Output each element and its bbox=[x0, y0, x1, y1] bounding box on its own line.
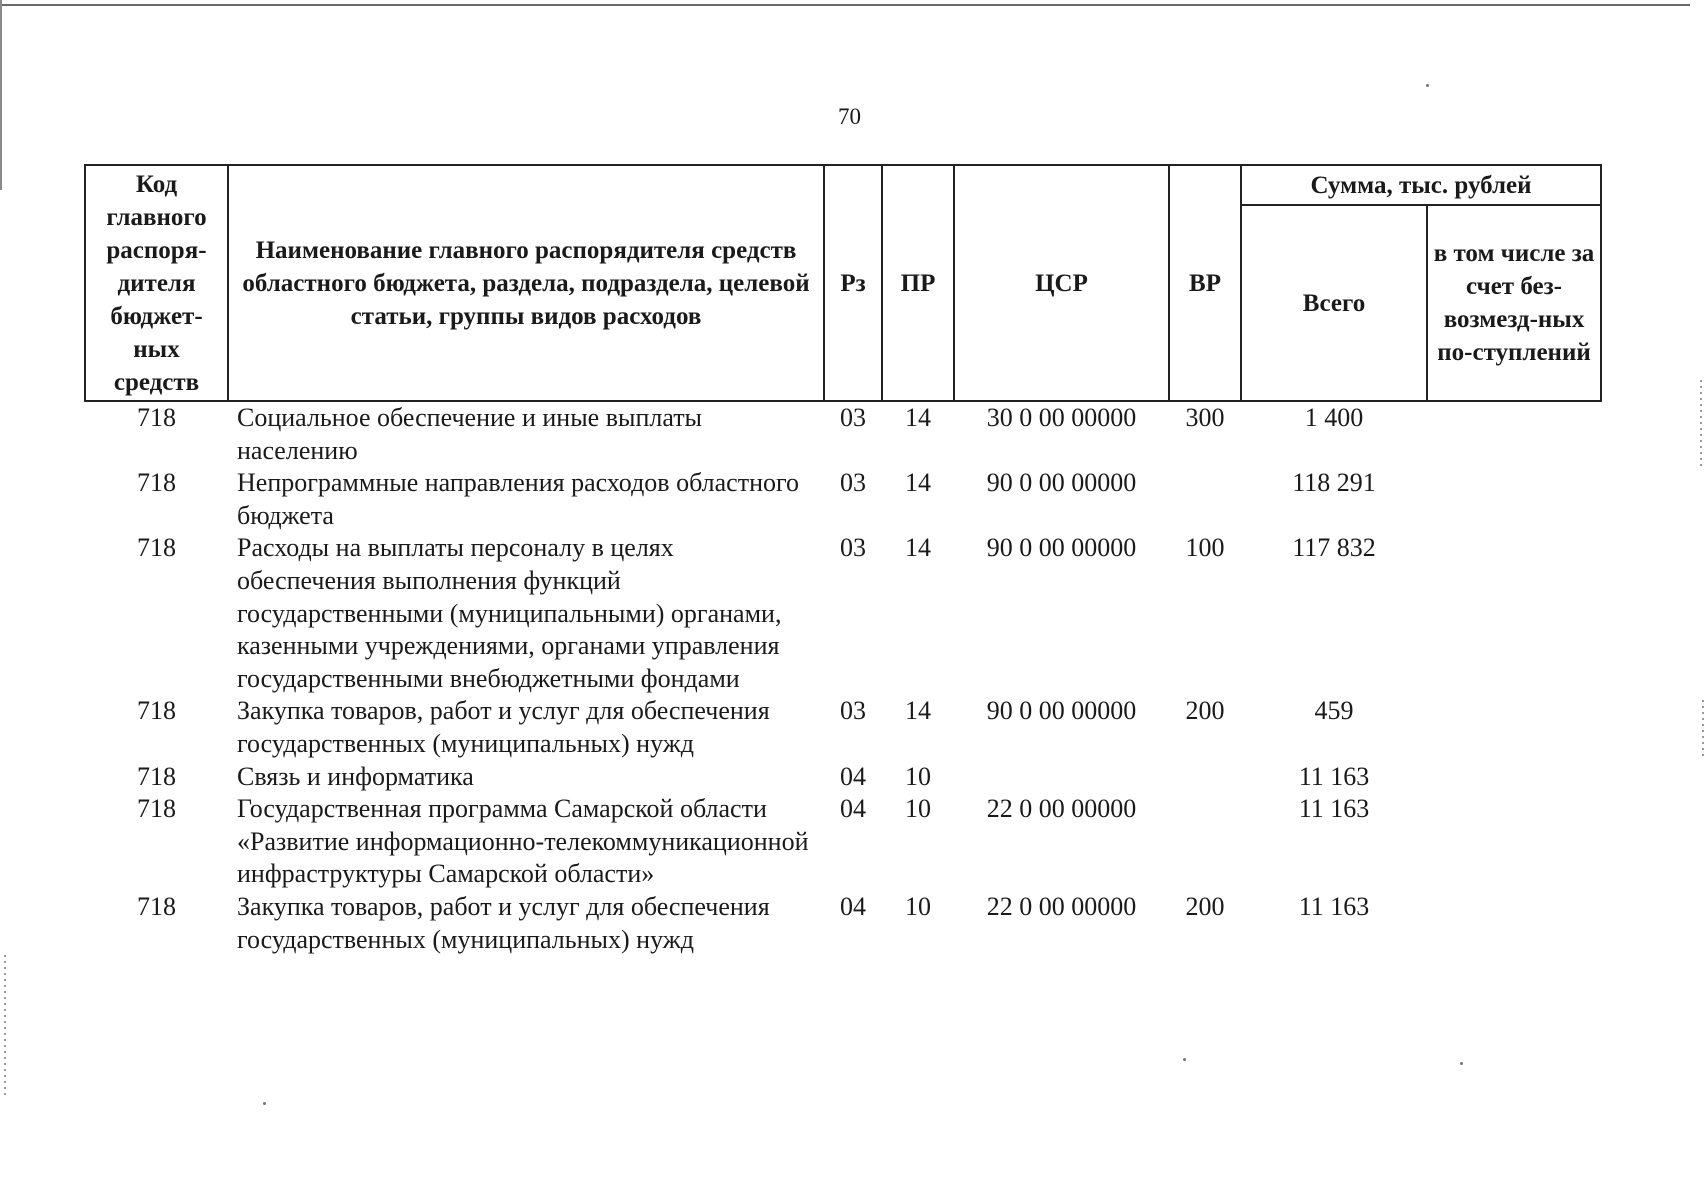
cell-name: Закупка товаров, работ и услуг для обеспечения государственных (муниципальных) нужд bbox=[237, 891, 770, 954]
scan-speck bbox=[1183, 1058, 1186, 1061]
cell-csr: 90 0 00 00000 bbox=[986, 696, 1137, 726]
table-header bbox=[85, 165, 1601, 401]
cell-vr: 200 bbox=[1185, 696, 1225, 726]
cell-rz: 03 bbox=[840, 403, 866, 432]
table-row bbox=[85, 532, 1601, 695]
table-row bbox=[85, 891, 1601, 956]
cell-rz: 03 bbox=[840, 468, 866, 498]
cell-total: 117 832 bbox=[1292, 533, 1376, 563]
cell-pr: 10 bbox=[905, 761, 931, 791]
header-name: Наименование главного распорядителя средств областного бюджета, раздела, подраздела, целевой статьи, группы видов расходов bbox=[228, 165, 824, 401]
cell-name: Непрограммные направления расходов областного бюджета bbox=[237, 468, 799, 530]
header-vr: ВР bbox=[1169, 165, 1241, 401]
table-row bbox=[85, 401, 1601, 467]
cell-name: Расходы на выплаты персоналу в целях обеспечения выполнения функций государственными (муниципальными) органами, казенными учреждениями, органами управления государственными внебюджетными фондами bbox=[237, 533, 782, 693]
scan-top-edge bbox=[0, 0, 1690, 6]
scan-speck bbox=[263, 1102, 266, 1105]
scan-speck bbox=[1460, 1062, 1463, 1065]
cell-pr: 14 bbox=[905, 403, 931, 432]
cell-rz: 04 bbox=[840, 761, 866, 791]
cell-code: 718 bbox=[137, 696, 176, 726]
scan-streak-left bbox=[4, 955, 6, 1095]
cell-pr: 10 bbox=[905, 891, 931, 921]
scan-left-edge bbox=[0, 0, 2, 190]
cell-code: 718 bbox=[137, 794, 176, 824]
scan-speck bbox=[1426, 84, 1429, 87]
cell-grants bbox=[1427, 532, 1601, 695]
header-pr: ПР bbox=[882, 165, 954, 401]
cell-total: 459 bbox=[1314, 696, 1354, 726]
cell-csr: 90 0 00 00000 bbox=[986, 468, 1137, 498]
header-total: Всего bbox=[1241, 205, 1427, 401]
cell-grants bbox=[1427, 793, 1601, 891]
cell-code: 718 bbox=[137, 761, 176, 791]
table-row bbox=[85, 793, 1601, 891]
cell-pr: 14 bbox=[905, 468, 931, 498]
budget-table bbox=[84, 164, 1602, 956]
table-row bbox=[85, 695, 1601, 760]
cell-code: 718 bbox=[137, 891, 176, 921]
header-code: Код главного распоря-дителя бюджет-ных средств bbox=[85, 165, 228, 401]
page-number: 70 bbox=[838, 104, 861, 129]
cell-code: 718 bbox=[137, 533, 176, 563]
header-rz: Рз bbox=[824, 165, 882, 401]
cell-grants bbox=[1427, 467, 1601, 532]
cell-pr: 10 bbox=[905, 794, 931, 824]
cell-name: Связь и информатика bbox=[237, 761, 474, 791]
header-csr: ЦСР bbox=[954, 165, 1169, 401]
cell-grants bbox=[1427, 401, 1601, 467]
cell-total: 11 163 bbox=[1298, 761, 1370, 791]
cell-code: 718 bbox=[137, 403, 176, 432]
cell-rz: 03 bbox=[840, 696, 866, 726]
cell-csr: 22 0 00 00000 bbox=[986, 794, 1137, 824]
table-row bbox=[85, 761, 1601, 794]
cell-grants bbox=[1427, 891, 1601, 956]
cell-vr: 200 bbox=[1185, 891, 1225, 921]
table-body bbox=[85, 401, 1601, 956]
scan-streak-right-lower bbox=[1702, 700, 1704, 760]
cell-csr: 30 0 00 00000 bbox=[986, 403, 1137, 432]
cell-total: 1 400 bbox=[1304, 403, 1364, 432]
cell-vr: 300 bbox=[1185, 403, 1225, 432]
cell-total: 118 291 bbox=[1292, 468, 1376, 498]
header-grants: в том числе за счет без-возмезд-ных по-ступлений bbox=[1427, 205, 1601, 401]
cell-pr: 14 bbox=[905, 696, 931, 726]
cell-total: 11 163 bbox=[1298, 891, 1370, 921]
cell-csr bbox=[954, 761, 1169, 794]
cell-pr: 14 bbox=[905, 533, 931, 563]
cell-csr: 90 0 00 00000 bbox=[986, 533, 1137, 563]
cell-grants bbox=[1427, 695, 1601, 760]
cell-name: Государственная программа Самарской области «Развитие информационно-телекоммуникационной инфраструктуры Самарской области» bbox=[237, 794, 809, 889]
cell-vr bbox=[1169, 761, 1241, 794]
cell-csr: 22 0 00 00000 bbox=[986, 891, 1137, 921]
cell-vr: 100 bbox=[1185, 533, 1225, 563]
cell-vr bbox=[1169, 467, 1241, 532]
header-sum-group: Сумма, тыс. рублей bbox=[1241, 165, 1601, 205]
cell-rz: 04 bbox=[840, 794, 866, 824]
cell-rz: 04 bbox=[840, 891, 866, 921]
cell-total: 11 163 bbox=[1298, 794, 1370, 824]
table-row bbox=[85, 467, 1601, 532]
cell-grants bbox=[1427, 761, 1601, 794]
cell-vr bbox=[1169, 793, 1241, 891]
cell-code: 718 bbox=[137, 468, 176, 498]
scan-streak-right bbox=[1700, 380, 1702, 470]
cell-name: Закупка товаров, работ и услуг для обеспечения государственных (муниципальных) нужд bbox=[237, 696, 770, 758]
cell-name: Социальное обеспечение и иные выплаты населению bbox=[237, 403, 703, 465]
cell-rz: 03 bbox=[840, 533, 866, 563]
